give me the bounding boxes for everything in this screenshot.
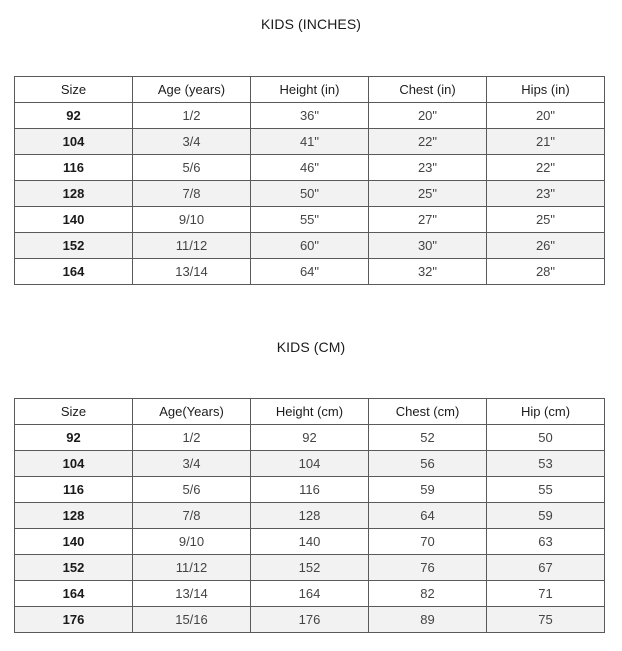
size-cell: 116 xyxy=(15,155,133,181)
table-cell: 67 xyxy=(487,555,605,581)
table-cell: 92 xyxy=(251,425,369,451)
size-cell: 164 xyxy=(15,581,133,607)
size-cell: 152 xyxy=(15,233,133,259)
column-header-chest: Chest (cm) xyxy=(369,399,487,425)
table-cell: 71 xyxy=(487,581,605,607)
table-row xyxy=(15,425,605,451)
table-row xyxy=(15,103,605,129)
table-cell: 32" xyxy=(369,259,487,285)
table-cell: 22" xyxy=(487,155,605,181)
table-cell: 140 xyxy=(251,529,369,555)
table-cell: 70 xyxy=(369,529,487,555)
table-row xyxy=(15,129,605,155)
table-cell: 53 xyxy=(487,451,605,477)
table-cell: 5/6 xyxy=(133,477,251,503)
table-cell: 25" xyxy=(487,207,605,233)
table-cell: 30" xyxy=(369,233,487,259)
size-cell: 164 xyxy=(15,259,133,285)
table-cell: 75 xyxy=(487,607,605,633)
table-cell: 3/4 xyxy=(133,129,251,155)
table-cell: 116 xyxy=(251,477,369,503)
table-cell: 52 xyxy=(369,425,487,451)
table-row xyxy=(15,607,605,633)
table-cell: 9/10 xyxy=(133,529,251,555)
size-cell: 152 xyxy=(15,555,133,581)
table-cell: 15/16 xyxy=(133,607,251,633)
cm-table-title: KIDS (CM) xyxy=(276,339,346,355)
size-cell: 128 xyxy=(15,181,133,207)
table-cell: 59 xyxy=(487,503,605,529)
cm-table-body xyxy=(15,425,605,633)
table-cell: 56 xyxy=(369,451,487,477)
table-cell: 41" xyxy=(251,129,369,155)
size-cell: 104 xyxy=(15,451,133,477)
table-cell: 27" xyxy=(369,207,487,233)
table-header-row xyxy=(15,77,605,103)
kids-inches-size-table xyxy=(14,76,605,285)
table-cell: 3/4 xyxy=(133,451,251,477)
column-header-hips: Hips (in) xyxy=(487,77,605,103)
table-row xyxy=(15,181,605,207)
table-row xyxy=(15,451,605,477)
table-row xyxy=(15,529,605,555)
table-cell: 64 xyxy=(369,503,487,529)
table-row xyxy=(15,207,605,233)
table-row xyxy=(15,477,605,503)
column-header-age: Age(Years) xyxy=(133,399,251,425)
table-row xyxy=(15,259,605,285)
table-cell: 50" xyxy=(251,181,369,207)
size-cell: 140 xyxy=(15,207,133,233)
column-header-size: Size xyxy=(15,399,133,425)
size-cell: 92 xyxy=(15,425,133,451)
table-cell: 36" xyxy=(251,103,369,129)
size-cell: 176 xyxy=(15,607,133,633)
table-row xyxy=(15,581,605,607)
column-header-chest: Chest (in) xyxy=(369,77,487,103)
table-cell: 20" xyxy=(369,103,487,129)
column-header-height: Height (cm) xyxy=(251,399,369,425)
table-cell: 76 xyxy=(369,555,487,581)
table-cell: 128 xyxy=(251,503,369,529)
table-cell: 104 xyxy=(251,451,369,477)
table-cell: 23" xyxy=(369,155,487,181)
table-cell: 13/14 xyxy=(133,259,251,285)
table-cell: 152 xyxy=(251,555,369,581)
table-row xyxy=(15,555,605,581)
table-cell: 64" xyxy=(251,259,369,285)
table-cell: 55" xyxy=(251,207,369,233)
table-cell: 20" xyxy=(487,103,605,129)
table-cell: 5/6 xyxy=(133,155,251,181)
table-cell: 9/10 xyxy=(133,207,251,233)
table-cell: 26" xyxy=(487,233,605,259)
table-cell: 1/2 xyxy=(133,103,251,129)
table-row xyxy=(15,155,605,181)
table-cell: 50 xyxy=(487,425,605,451)
column-header-age: Age (years) xyxy=(133,77,251,103)
table-cell: 11/12 xyxy=(133,555,251,581)
table-cell: 22" xyxy=(369,129,487,155)
table-cell: 82 xyxy=(369,581,487,607)
table-row xyxy=(15,503,605,529)
column-header-hip: Hip (cm) xyxy=(487,399,605,425)
column-header-height: Height (in) xyxy=(251,77,369,103)
table-cell: 13/14 xyxy=(133,581,251,607)
table-cell: 25" xyxy=(369,181,487,207)
inches-table-body xyxy=(15,103,605,285)
table-cell: 1/2 xyxy=(133,425,251,451)
column-header-size: Size xyxy=(15,77,133,103)
size-cell: 92 xyxy=(15,103,133,129)
table-cell: 23" xyxy=(487,181,605,207)
table-cell: 89 xyxy=(369,607,487,633)
table-cell: 28" xyxy=(487,259,605,285)
table-cell: 11/12 xyxy=(133,233,251,259)
table-cell: 7/8 xyxy=(133,181,251,207)
table-cell: 46" xyxy=(251,155,369,181)
table-row xyxy=(15,233,605,259)
table-header-row xyxy=(15,399,605,425)
size-cell: 104 xyxy=(15,129,133,155)
inches-table-title: KIDS (INCHES) xyxy=(260,16,362,32)
table-cell: 164 xyxy=(251,581,369,607)
table-cell: 176 xyxy=(251,607,369,633)
table-cell: 7/8 xyxy=(133,503,251,529)
size-cell: 128 xyxy=(15,503,133,529)
table-cell: 60" xyxy=(251,233,369,259)
table-cell: 59 xyxy=(369,477,487,503)
kids-cm-size-table xyxy=(14,398,605,633)
size-cell: 140 xyxy=(15,529,133,555)
table-cell: 63 xyxy=(487,529,605,555)
table-cell: 55 xyxy=(487,477,605,503)
size-cell: 116 xyxy=(15,477,133,503)
table-cell: 21" xyxy=(487,129,605,155)
